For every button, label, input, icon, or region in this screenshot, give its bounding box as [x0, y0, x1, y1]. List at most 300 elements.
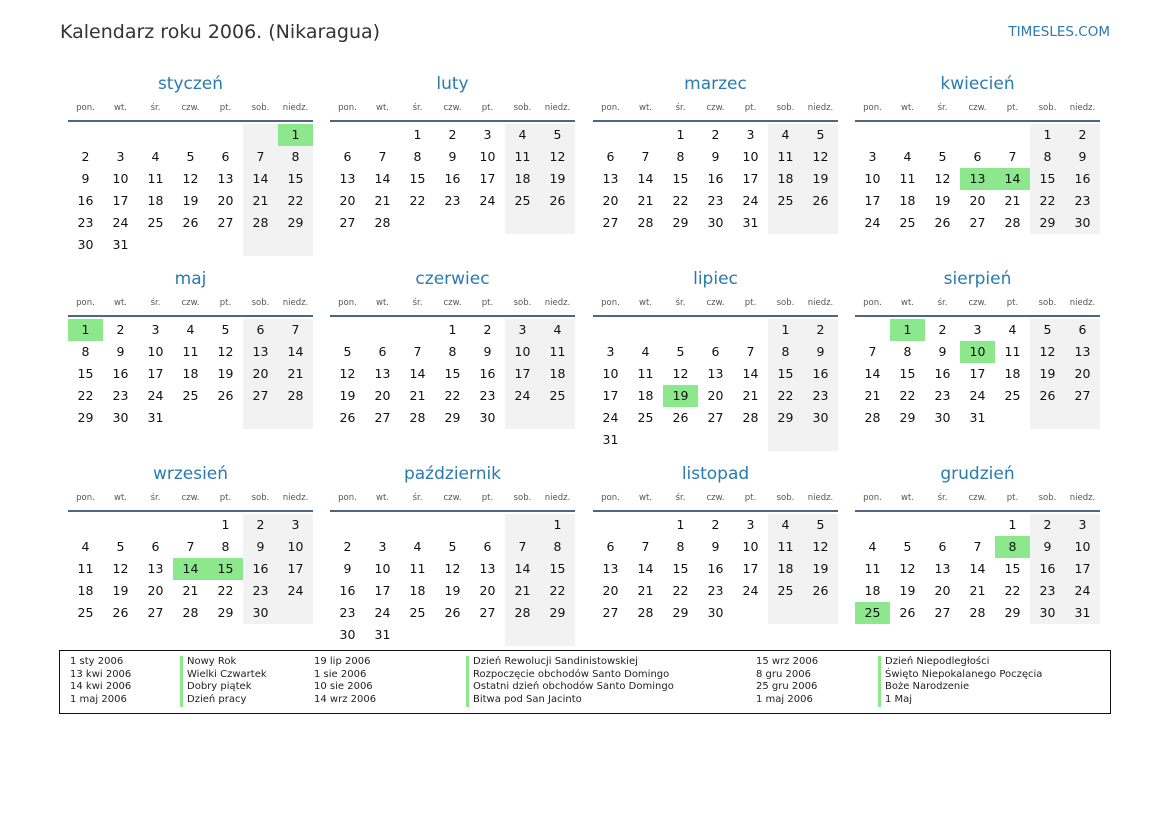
weekday-header [68, 291, 313, 315]
weekday-label: czw. [443, 103, 462, 113]
day-cell: 8 [768, 341, 803, 363]
empty-day-cell [243, 124, 278, 146]
day-cell: 23 [1030, 580, 1065, 602]
weekday-label: wt. [639, 298, 652, 308]
day-cell: 3 [505, 319, 540, 341]
day-cell: 27 [147, 605, 164, 620]
day-cell: 25 [540, 385, 575, 407]
day-cell: 13 [243, 341, 278, 363]
day-cell: 18 [540, 363, 575, 385]
day-cell: 23 [707, 193, 724, 208]
day-cell: 6 [343, 149, 352, 164]
weekday-label: pt. [1006, 493, 1019, 503]
weekday-label: czw. [181, 493, 200, 503]
day-cell: 31 [147, 410, 164, 425]
weekday-header [855, 486, 1100, 510]
empty-day-cell [628, 319, 663, 341]
day-cell: 12 [803, 146, 838, 168]
weekday-label: czw. [968, 493, 987, 503]
day-cell: 6 [606, 539, 615, 554]
day-cell: 1 [540, 514, 575, 536]
day-cell: 15 [409, 171, 426, 186]
weekday-label: pt. [1006, 103, 1019, 113]
holiday-name: Dzień Niepodległości [878, 656, 1042, 669]
day-cell: 22 [899, 388, 916, 403]
day-cell: 19 [803, 168, 838, 190]
empty-day-cell [768, 212, 803, 234]
day-cell: 26 [803, 190, 838, 212]
day-cell: 18 [182, 366, 199, 381]
day-cell: 25 [1004, 388, 1021, 403]
weekday-label: śr. [150, 298, 161, 308]
day-cell: 27 [339, 215, 356, 230]
day-cell: 10 [505, 341, 540, 363]
weekday-label: sob. [776, 298, 795, 308]
day-cell: 10 [1065, 536, 1100, 558]
day-cell: 7 [641, 149, 650, 164]
day-cell: 14 [278, 341, 313, 363]
day-cell: 12 [112, 561, 129, 576]
month-name: marzec [684, 74, 747, 94]
day-grid [330, 514, 575, 646]
weekday-label: czw. [968, 298, 987, 308]
month-name: grudzień [940, 464, 1015, 484]
day-cell: 1 [1030, 124, 1065, 146]
empty-day-cell [173, 234, 208, 256]
day-cell: 2 [1030, 514, 1065, 536]
day-cell: 26 [217, 388, 234, 403]
day-cell: 22 [278, 190, 313, 212]
holiday-date: 15 wrz 2006 [756, 656, 819, 667]
day-cell: 18 [899, 193, 916, 208]
day-cell: 15 [540, 558, 575, 580]
day-cell: 23 [112, 388, 129, 403]
day-cell: 21 [374, 193, 391, 208]
day-cell: 5 [803, 124, 838, 146]
day-cell: 24 [147, 388, 164, 403]
day-cell: 2 [448, 127, 457, 142]
day-cell: 7 [278, 319, 313, 341]
day-cell: 10 [602, 366, 619, 381]
empty-day-cell [103, 514, 138, 536]
day-cell: 11 [768, 536, 803, 558]
empty-day-cell [925, 514, 960, 536]
day-cell: 1 [221, 517, 230, 532]
day-cell: 30 [479, 410, 496, 425]
day-cell: 28 [409, 410, 426, 425]
weekday-label: wt. [114, 298, 127, 308]
weekday-label: czw. [968, 103, 987, 113]
day-cell: 19 [444, 583, 461, 598]
day-cell: 2 [711, 127, 720, 142]
day-cell: 26 [672, 410, 689, 425]
day-cell: 21 [409, 388, 426, 403]
day-cell: 16 [479, 366, 496, 381]
weekday-label: śr. [412, 493, 423, 503]
empty-day-cell [803, 212, 838, 234]
day-cell: 16 [1030, 558, 1065, 580]
month-name: kwiecień [940, 74, 1015, 94]
empty-day-cell [470, 212, 505, 234]
empty-day-cell [505, 407, 540, 429]
day-cell: 5 [116, 539, 125, 554]
empty-day-cell [365, 124, 400, 146]
day-cell: 17 [147, 366, 164, 381]
day-cell: 9 [711, 149, 720, 164]
holiday-date: 1 sie 2006 [314, 668, 367, 680]
day-cell: 23 [479, 388, 496, 403]
weekday-label: czw. [706, 298, 725, 308]
weekday-label: pon. [863, 103, 882, 113]
holiday-name: Święto Niepokalanego Poczęcia [878, 669, 1042, 682]
month-block [68, 462, 313, 624]
day-cell: 9 [448, 149, 457, 164]
empty-day-cell [505, 212, 540, 234]
day-cell: 30 [707, 605, 724, 620]
day-cell: 21 [243, 190, 278, 212]
day-cell: 20 [217, 193, 234, 208]
day-cell: 13 [479, 561, 496, 576]
empty-day-cell [278, 407, 313, 429]
holiday-day-cell: 8 [995, 536, 1030, 558]
day-cell: 7 [746, 344, 755, 359]
weekday-label: czw. [181, 103, 200, 113]
day-cell: 9 [343, 561, 352, 576]
day-cell: 15 [768, 363, 803, 385]
day-cell: 30 [112, 410, 129, 425]
day-cell: 27 [374, 410, 391, 425]
month-block [68, 267, 313, 429]
day-cell: 4 [186, 322, 195, 337]
empty-day-cell [995, 407, 1030, 429]
weekday-label: śr. [150, 493, 161, 503]
day-cell: 2 [81, 149, 90, 164]
day-cell: 14 [374, 171, 391, 186]
day-cell: 16 [243, 558, 278, 580]
day-cell: 13 [1065, 341, 1100, 363]
weekday-label: wt. [639, 493, 652, 503]
day-cell: 28 [374, 215, 391, 230]
day-cell: 13 [934, 561, 951, 576]
holiday-name: Wielki Czwartek [180, 669, 267, 682]
weekday-label: pt. [744, 493, 757, 503]
day-cell: 12 [1030, 341, 1065, 363]
day-cell: 31 [969, 410, 986, 425]
day-cell: 2 [243, 514, 278, 536]
empty-day-cell [400, 624, 435, 646]
day-cell: 17 [742, 171, 759, 186]
day-cell: 20 [374, 388, 391, 403]
day-cell: 22 [768, 385, 803, 407]
empty-day-cell [698, 319, 733, 341]
weekday-header [330, 291, 575, 315]
day-cell: 5 [448, 539, 457, 554]
day-cell: 30 [77, 237, 94, 252]
weekday-label: sob. [1038, 493, 1057, 503]
holiday-day-cell: 10 [960, 341, 995, 363]
day-cell: 20 [934, 583, 951, 598]
month-divider [855, 510, 1100, 512]
holiday-day-cell: 19 [663, 385, 698, 407]
empty-day-cell [400, 319, 435, 341]
day-cell: 10 [147, 344, 164, 359]
day-cell: 3 [151, 322, 160, 337]
month-divider [68, 120, 313, 122]
day-cell: 17 [969, 366, 986, 381]
day-grid [68, 514, 313, 624]
day-cell: 20 [1065, 363, 1100, 385]
month-name: wrzesień [152, 464, 229, 484]
day-cell: 6 [483, 539, 492, 554]
empty-day-cell [960, 124, 995, 146]
weekday-label: śr. [937, 103, 948, 113]
day-cell: 7 [1008, 149, 1017, 164]
day-cell: 15 [278, 168, 313, 190]
day-cell: 11 [505, 146, 540, 168]
empty-day-cell [505, 514, 540, 536]
day-cell: 18 [409, 583, 426, 598]
day-cell: 31 [1065, 602, 1100, 624]
day-cell: 23 [803, 385, 838, 407]
holiday-list [59, 650, 1111, 714]
weekday-label: wt. [901, 493, 914, 503]
day-cell: 13 [374, 366, 391, 381]
day-cell: 21 [637, 583, 654, 598]
day-cell: 24 [864, 215, 881, 230]
weekday-label: śr. [412, 103, 423, 113]
weekday-label: wt. [376, 298, 389, 308]
day-cell: 3 [973, 322, 982, 337]
holiday-names-col-3 [878, 656, 1042, 707]
day-cell: 30 [934, 410, 951, 425]
empty-day-cell [365, 319, 400, 341]
weekday-label: sob. [251, 493, 270, 503]
empty-day-cell [103, 124, 138, 146]
day-cell: 4 [540, 319, 575, 341]
day-cell: 27 [479, 605, 496, 620]
day-cell: 9 [1030, 536, 1065, 558]
day-cell: 3 [1065, 514, 1100, 536]
month-name: maj [174, 269, 207, 289]
day-cell: 13 [217, 171, 234, 186]
day-cell: 8 [903, 344, 912, 359]
weekday-label: pt. [481, 103, 494, 113]
day-cell: 29 [672, 215, 689, 230]
day-cell: 14 [409, 366, 426, 381]
day-cell: 19 [182, 193, 199, 208]
day-cell: 17 [602, 388, 619, 403]
weekday-label: wt. [901, 298, 914, 308]
day-cell: 14 [969, 561, 986, 576]
day-cell: 1 [413, 127, 422, 142]
empty-day-cell [208, 234, 243, 256]
weekday-label: niedz. [544, 298, 571, 308]
holiday-date: 10 sie 2006 [314, 681, 373, 693]
month-name: luty [436, 74, 469, 94]
day-cell: 6 [221, 149, 230, 164]
empty-day-cell [138, 234, 173, 256]
day-cell: 10 [742, 539, 759, 554]
day-grid [855, 514, 1100, 624]
day-cell: 30 [243, 602, 278, 624]
day-cell: 28 [864, 410, 881, 425]
weekday-label: czw. [706, 103, 725, 113]
weekday-label: sob. [251, 103, 270, 113]
weekday-label: niedz. [544, 493, 571, 503]
holiday-name: Rozpoczęcie obchodów Santo Domingo [466, 669, 674, 682]
month-divider [593, 120, 838, 122]
day-cell: 16 [112, 366, 129, 381]
day-cell: 11 [637, 366, 654, 381]
day-cell: 18 [505, 168, 540, 190]
holiday-date: 25 gru 2006 [756, 681, 818, 693]
weekday-label: sob. [776, 103, 795, 113]
day-cell: 20 [602, 583, 619, 598]
weekday-header [593, 96, 838, 120]
weekday-label: śr. [412, 298, 423, 308]
day-cell: 29 [1030, 212, 1065, 234]
day-cell: 13 [147, 561, 164, 576]
weekday-label: sob. [513, 103, 532, 113]
day-cell: 14 [243, 168, 278, 190]
day-cell: 22 [672, 583, 689, 598]
empty-day-cell [435, 624, 470, 646]
month-block [593, 462, 838, 624]
day-cell: 8 [413, 149, 422, 164]
day-cell: 2 [1065, 124, 1100, 146]
day-cell: 5 [903, 539, 912, 554]
day-cell: 7 [973, 539, 982, 554]
day-cell: 21 [742, 388, 759, 403]
day-cell: 11 [147, 171, 164, 186]
day-cell: 18 [77, 583, 94, 598]
day-cell: 22 [409, 193, 426, 208]
day-cell: 3 [868, 149, 877, 164]
month-divider [855, 315, 1100, 317]
empty-day-cell [540, 624, 575, 646]
day-cell: 12 [540, 146, 575, 168]
empty-day-cell [890, 124, 925, 146]
weekday-label: śr. [150, 103, 161, 113]
day-cell: 10 [742, 149, 759, 164]
holiday-dates-col-1 [70, 656, 131, 707]
empty-day-cell [365, 514, 400, 536]
day-cell: 26 [112, 605, 129, 620]
day-cell: 10 [864, 171, 881, 186]
weekday-label: pon. [601, 493, 620, 503]
day-cell: 8 [81, 344, 90, 359]
day-cell: 31 [602, 432, 619, 447]
weekday-header [330, 486, 575, 510]
day-cell: 25 [77, 605, 94, 620]
day-cell: 28 [1004, 215, 1021, 230]
day-cell: 11 [864, 561, 881, 576]
day-cell: 2 [711, 517, 720, 532]
month-divider [593, 510, 838, 512]
holiday-date: 14 kwi 2006 [70, 681, 132, 693]
day-cell: 4 [81, 539, 90, 554]
day-cell: 3 [606, 344, 615, 359]
day-cell: 24 [374, 605, 391, 620]
day-cell: 9 [483, 344, 492, 359]
day-cell: 21 [637, 193, 654, 208]
day-cell: 18 [864, 583, 881, 598]
holiday-name: Nowy Rok [180, 656, 267, 669]
day-cell: 20 [339, 193, 356, 208]
empty-day-cell [435, 514, 470, 536]
day-cell: 5 [1030, 319, 1065, 341]
month-block [68, 72, 313, 256]
day-cell: 14 [637, 561, 654, 576]
day-cell: 13 [707, 366, 724, 381]
day-cell: 23 [339, 605, 356, 620]
day-cell: 25 [182, 388, 199, 403]
weekday-label: wt. [376, 493, 389, 503]
day-cell: 6 [1065, 319, 1100, 341]
month-name: czerwiec [415, 269, 490, 289]
day-cell: 4 [768, 124, 803, 146]
holiday-name: Bitwa pod San Jacinto [466, 694, 674, 707]
empty-day-cell [960, 514, 995, 536]
weekday-label: niedz. [282, 103, 309, 113]
holiday-date: 14 wrz 2006 [314, 694, 377, 706]
day-cell: 4 [868, 539, 877, 554]
weekday-label: pon. [601, 103, 620, 113]
day-cell: 20 [147, 583, 164, 598]
day-grid [330, 124, 575, 234]
month-divider [330, 120, 575, 122]
day-cell: 17 [374, 583, 391, 598]
day-grid [855, 124, 1100, 234]
day-cell: 3 [378, 539, 387, 554]
day-cell: 30 [339, 627, 356, 642]
site-link[interactable]: TIMESLES.COM [1008, 24, 1110, 40]
day-cell: 6 [243, 319, 278, 341]
day-cell: 18 [768, 558, 803, 580]
day-cell: 11 [899, 171, 916, 186]
day-cell: 9 [1065, 146, 1100, 168]
day-cell: 12 [444, 561, 461, 576]
weekday-label: czw. [443, 298, 462, 308]
day-cell: 24 [969, 388, 986, 403]
weekday-label: czw. [181, 298, 200, 308]
empty-day-cell [855, 124, 890, 146]
empty-day-cell [435, 212, 470, 234]
empty-day-cell [663, 319, 698, 341]
weekday-header [593, 486, 838, 510]
day-cell: 17 [742, 561, 759, 576]
empty-day-cell [138, 124, 173, 146]
weekday-label: niedz. [1069, 493, 1096, 503]
day-cell: 11 [409, 561, 426, 576]
weekday-label: sob. [513, 493, 532, 503]
day-cell: 9 [116, 344, 125, 359]
day-cell: 19 [1030, 363, 1065, 385]
empty-day-cell [540, 212, 575, 234]
empty-day-cell [68, 124, 103, 146]
holiday-day-cell: 1 [68, 319, 103, 341]
day-cell: 6 [378, 344, 387, 359]
empty-day-cell [68, 514, 103, 536]
day-cell: 29 [768, 407, 803, 429]
empty-day-cell [768, 602, 803, 624]
day-cell: 26 [934, 215, 951, 230]
empty-day-cell [855, 319, 890, 341]
day-grid [593, 124, 838, 234]
day-cell: 19 [112, 583, 129, 598]
day-cell: 24 [602, 410, 619, 425]
weekday-label: pon. [601, 298, 620, 308]
